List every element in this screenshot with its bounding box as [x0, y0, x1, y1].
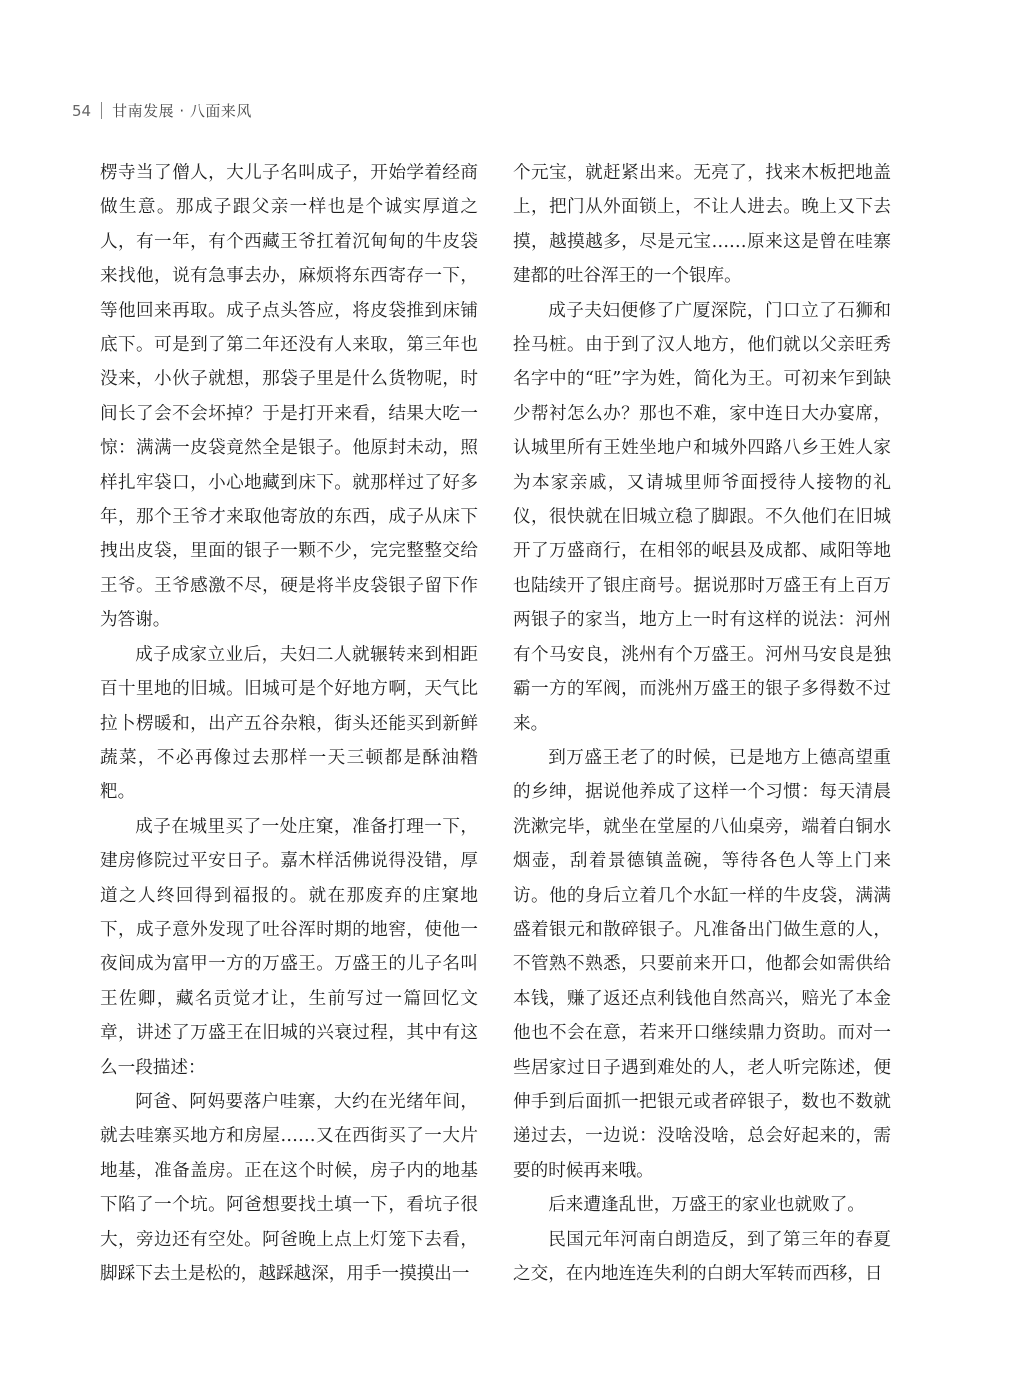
left-column — [100, 156, 478, 1291]
paragraph: 成子成家立业后，夫妇二人就辗转来到相距百十里地的旧城。旧城可是个好地方啊，天气比拉卜楞暖和，出产五谷杂粮，街头还能买到新鲜蔬菜，不必再像过去那样一天三顿都是酥油糌粑。 — [100, 644, 478, 803]
right-column — [513, 156, 891, 1291]
paragraph: 楞寺当了僧人，大儿子名叫成子，开始学着经商做生意。那成子跟父亲一样也是个诚实厚道之人，有一年，有个西藏王爷扛着沉甸甸的牛皮袋来找他，说有急事去办，麻烦将东西寄存一下，等他回来再取。成子点头答应，将皮袋推到床铺底下。可是到了第二年还没有人来取，第三年也没来，小伙子就想，那袋子里是什么货物呢，时间长了会不会坏掉？于是打开来看，结果大吃一惊：满满一皮袋竟然全是银子。他原封未动，照样扎牢袋口，小心地藏到床下。就那样过了好多年，那个王爷才来取他寄放的东西，成子从床下拽出皮袋，里面的银子一颗不少，完完整整交给王爷。王爷感激不尽，硬是将半皮袋银子留下作为答谢。 — [100, 163, 478, 631]
paragraph: 到万盛王老了的时候，已是地方上德高望重的乡绅，据说他养成了这样一个习惯：每天清晨洗漱完毕，就坐在堂屋的八仙桌旁，端着白铜水烟壶，刮着景德镇盖碗，等待各色人等上门来访。他的身后立着几个水缸一样的牛皮袋，满满盛着银元和散碎银子。凡准备出门做生意的人，不管熟不熟悉，只要前来开口，他都会如需供给本钱，赚了返还点利钱他自然高兴，赔光了本金他也不会在意，若来开口继续鼎力资助。而对一些居家过日子遇到难处的人，老人听完陈述，便伸手到后面抓一把银元或者碎银子，数也不数就递过去，一边说：没啥没啥，总会好起来的，需要的时候再来哦。 — [513, 747, 891, 1181]
running-header — [72, 100, 252, 121]
header-divider — [101, 102, 102, 119]
paragraph: 成子在城里买了一处庄窠，准备打理一下，建房修院过平安日子。嘉木样活佛说得没错，厚道之人终回得到福报的。就在那废弃的庄窠地下，成子意外发现了吐谷浑时期的地窖，使他一夜间成为富甲一方的万盛王。万盛王的儿子名叫王佐卿，藏名贡觉才让，生前写过一篇回忆文章，讲述了万盛王在旧城的兴衰过程，其中有这么一段描述： — [100, 816, 478, 1078]
quoted-paragraph: 阿爸、阿妈要落户哇寨，大约在光绪年间，就去哇寨买地方和房屋……又在西街买了一大片地基，准备盖房。正在这个时候，房子内的地基下陷了一个坑。阿爸想要找土填一下，看坑子很大，旁边还有空处。阿爸晚上点上灯笼下去看，脚踩下去土是松的，越踩越深，用手一摸摸出一 — [100, 1091, 478, 1284]
paragraph: 个元宝，就赶紧出来。无亮了，找来木板把地盖上，把门从外面锁上，不让人进去。晚上又下去摸，越摸越多，尽是元宝……原来这是曾在哇寨建都的吐谷浑王的一个银库。 — [513, 163, 891, 287]
paragraph: 民国元年河南白朗造反，到了第三年的春夏之交，在内地连连失利的白朗大军转而西移，日 — [513, 1229, 891, 1284]
paragraph: 后来遭逢乱世，万盛王的家业也就败了。 — [548, 1195, 865, 1216]
page-number: 54 — [72, 101, 92, 120]
section-title: 甘南发展 · 八面来风 — [112, 102, 252, 120]
paragraph: 成子夫妇便修了广厦深院，门口立了石狮和拴马桩。由于到了汉人地方，他们就以父亲旺秀名字中的“旺”字为姓，简化为王。可初来乍到缺少帮衬怎么办？那也不难，家中连日大办宴席，认城里所有王姓坐地户和城外四路八乡王姓人家为本家亲戚，又请城里师爷面授待人接物的礼仪，很快就在旧城立稳了脚跟。不久他们在旧城开了万盛商行，在相邻的岷县及成都、咸阳等地也陆续开了银庄商号。据说那时万盛王有上百万两银子的家当，地方上一时有这样的说法：河州有个马安良，洮州有个万盛王。河州马安良是独霸一方的军阀，而洮州万盛王的银子多得数不过来。 — [513, 300, 891, 734]
